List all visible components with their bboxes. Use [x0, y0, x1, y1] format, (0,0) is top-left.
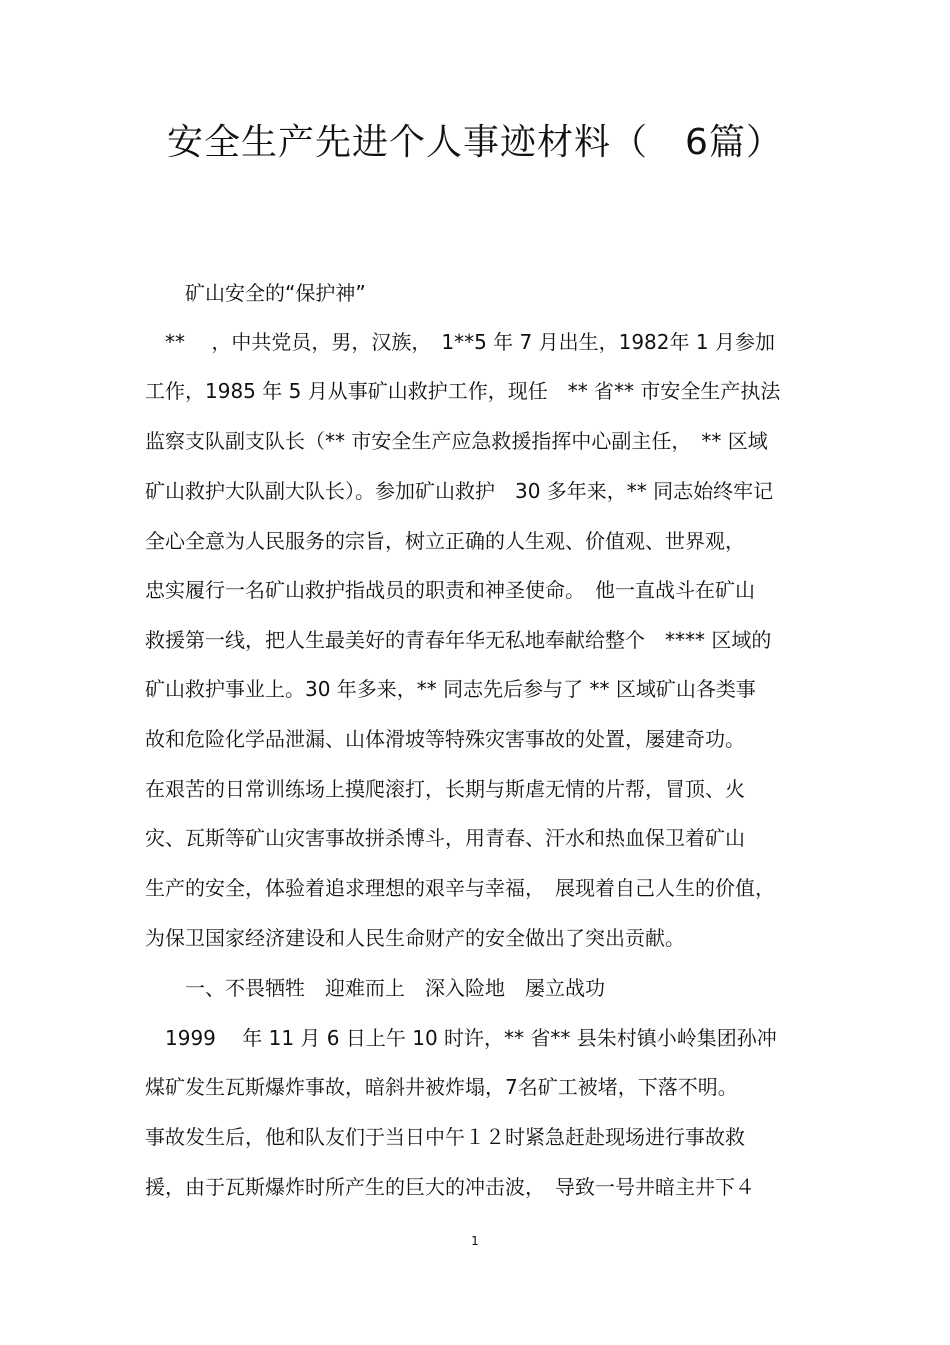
- body-line: 救援第一线，把人生最美好的青春年华无私地奉献给整个 **** 区域的: [145, 628, 772, 652]
- body-line: 监察支队副支队长（** 市安全生产应急救援指挥中心副主任， ** 区域: [145, 429, 768, 453]
- body-line: 灾、瓦斯等矿山灾害事故拼杀博斗，用青春、汗水和热血保卫着矿山: [145, 826, 745, 850]
- body-line: 矿山救护事业上。30 年多来，** 同志先后参与了 ** 区域矿山各类事: [145, 677, 756, 701]
- section-heading: 一、不畏牺牲 迎难而上 深入险地 屡立战功: [145, 976, 605, 1000]
- body-line: 忠实履行一名矿山救护指战员的职责和神圣使命。 他一直战斗在矿山: [145, 578, 755, 602]
- body-line: 事故发生后，他和队友们于当日中午１２时紧急赶赴现场进行事故救: [145, 1125, 745, 1149]
- body-line: 为保卫国家经济建设和人民生命财产的安全做出了突出贡献。: [145, 926, 685, 950]
- body-line: 故和危险化学品泄漏、山体滑坡等特殊灾害事故的处置，屡建奇功。: [145, 727, 745, 751]
- body-line: ** ，中共党员，男，汉族， 1**5 年 7 月出生，1982年 1 月参加: [145, 330, 775, 354]
- body-line: 矿山救护大队副大队长）。参加矿山救护 30 多年来，** 同志始终牢记: [145, 479, 774, 503]
- body-line: 煤矿发生瓦斯爆炸事故，暗斜井被炸塌，7名矿工被堵，下落不明。: [145, 1075, 738, 1099]
- page-number: 1: [471, 1234, 479, 1248]
- body-line: 在艰苦的日常训练场上摸爬滚打，长期与斯虐无情的片帮，冒顶、火: [145, 777, 745, 801]
- document-title: 安全生产先进个人事迹材料（ 6篇）: [167, 122, 783, 163]
- body-line: 1999 年 11 月 6 日上午 10 时许，** 省** 县朱村镇小岭集团孙冲: [145, 1026, 777, 1050]
- body-line: 援，由于瓦斯爆炸时所产生的巨大的冲击波， 导致一号井暗主井下４: [145, 1175, 755, 1199]
- body-line: 全心全意为人民服务的宗旨，树立正确的人生观、价值观、世界观，: [145, 529, 745, 553]
- body-line: 工作，1985 年 5 月从事矿山救护工作，现任 ** 省** 市安全生产执法: [145, 379, 781, 403]
- body-line: 生产的安全，体验着追求理想的艰辛与幸福， 展现着自己人生的价值，: [145, 876, 775, 900]
- body-line: 矿山安全的“保护神”: [145, 281, 366, 305]
